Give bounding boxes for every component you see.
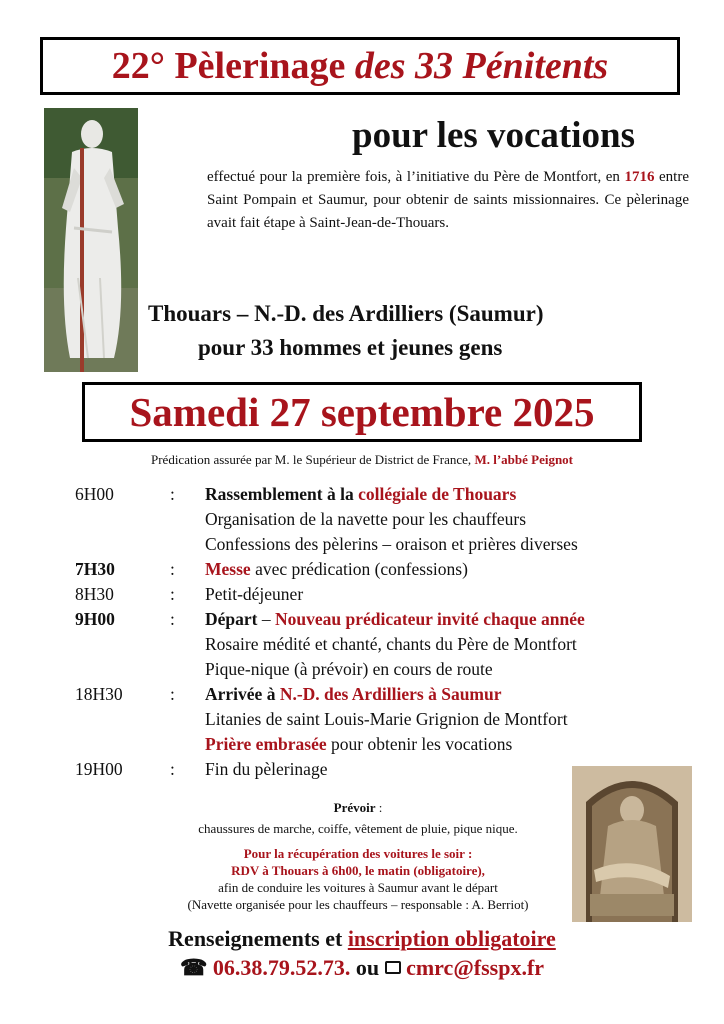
navette-line: (Navette organisée pour les chauffeurs – responsable : A. Berriot) [187,897,529,912]
schedule-row [75,507,695,532]
schedule-desc [205,607,695,632]
schedule-desc-red: collégiale de Thouars [358,484,517,504]
schedule-colon: : [170,759,175,779]
or-text: ou [350,955,385,980]
preaching-text: Prédication assurée par M. le Supérieur de District de France, [150,452,475,467]
prevoir-heading-line [118,800,598,816]
schedule-desc-bold: Rassemblement à la [205,484,359,504]
saint-statue-image [44,108,138,372]
schedule-colon: : [170,584,175,604]
schedule-time: 18H30 [75,684,123,704]
schedule-desc: Confessions des pèlerins – oraison et prières diverses [205,534,578,554]
subtitle: pour les vocations [352,115,636,156]
phone-icon: ☎ [179,955,208,980]
purpose-line: afin de conduire les voitures à Saumur avant le départ [218,880,498,895]
title-italic: des 33 Pénitents [354,45,609,87]
schedule-desc-bold: Arrivée à [205,684,280,704]
schedule-desc: Rosaire médité et chanté, chants du Père de Montfort [205,634,577,654]
schedule-row [75,482,695,507]
intro-paragraph [207,166,689,235]
registration-line [0,926,724,952]
schedule-row [75,582,695,607]
prevoir-colon: : [375,800,383,815]
schedule-desc [205,482,695,507]
prevoir-items: chaussures de marche, coiffe, vêtement de pluie, pique nique. [198,821,518,836]
schedule-colon: : [170,684,175,704]
phone-number[interactable]: 06.38.79.52.73. [212,955,351,980]
route-line: Thouars – N.-D. des Ardilliers (Saumur) [148,301,544,326]
registration-required: inscription obligatoire [347,926,556,951]
page-title [40,37,680,95]
schedule-time: 8H30 [75,584,114,604]
schedule-colon: : [170,559,175,579]
participants-line: pour 33 hommes et jeunes gens [198,335,503,360]
schedule-desc [205,682,695,707]
schedule-row [75,532,695,557]
schedule-desc-red: N.-D. des Ardilliers à Saumur [279,684,502,704]
schedule-desc: Pique-nique (à prévoir) en cours de route [205,659,493,679]
schedule-desc: Fin du pèlerinage [205,759,328,779]
schedule-time: 6H00 [75,484,114,504]
rdv-line: RDV à Thouars à 6h00, le matin (obligatoire), [231,863,485,878]
schedule-time: 7H30 [75,559,115,579]
schedule-row [75,657,695,682]
schedule-colon: : [170,484,175,504]
schedule [75,482,695,782]
intro-text-end: entre Saint Pompain et Saumur, pour obtenir de saints missionnaires. Ce pèlerinage avait fait étape à Saint-Jean-de-Thouars. [207,169,689,231]
car-pickup-heading: Pour la récupération des voitures le soir : [243,846,473,861]
title-main: 22° Pèlerinage [111,45,355,87]
preaching-line [0,452,724,468]
schedule-row [75,707,695,732]
schedule-desc-bold: Départ [205,609,258,629]
schedule-row [75,557,695,582]
schedule-row [75,732,695,757]
computer-icon [385,961,401,974]
schedule-desc-rest: pour obtenir les vocations [326,734,513,754]
schedule-desc: Petit-déjeuner [205,584,304,604]
schedule-desc-rest: – [257,609,275,629]
schedule-time: 9H00 [75,609,115,629]
registration-prefix: Renseignements et [168,926,348,951]
preacher-name: M. l’abbé Peignot [474,452,574,467]
schedule-desc: Organisation de la navette pour les chauffeurs [205,509,527,529]
prevoir-heading: Prévoir [333,800,376,815]
schedule-desc [205,732,695,757]
schedule-desc [205,557,695,582]
schedule-row [75,682,695,707]
event-date: Samedi 27 septembre 2025 [82,382,642,442]
schedule-time: 19H00 [75,759,123,779]
intro-year: 1716 [624,169,655,185]
schedule-desc-red: Messe [205,559,251,579]
schedule-desc-red: Nouveau prédicateur invité chaque année [274,609,585,629]
schedule-row [75,607,695,632]
intro-text-start: effectué pour la première fois, à l’initiative du Père de Montfort, en [207,169,625,185]
email-address[interactable]: cmrc@fsspx.fr [406,955,545,980]
schedule-desc: Litanies de saint Louis-Marie Grignion de Montfort [205,709,568,729]
schedule-colon: : [170,609,175,629]
schedule-desc-rest: avec prédication (confessions) [250,559,468,579]
schedule-row [75,632,695,657]
contact-line [0,955,724,981]
schedule-desc-red: Prière embrasée [205,734,327,754]
